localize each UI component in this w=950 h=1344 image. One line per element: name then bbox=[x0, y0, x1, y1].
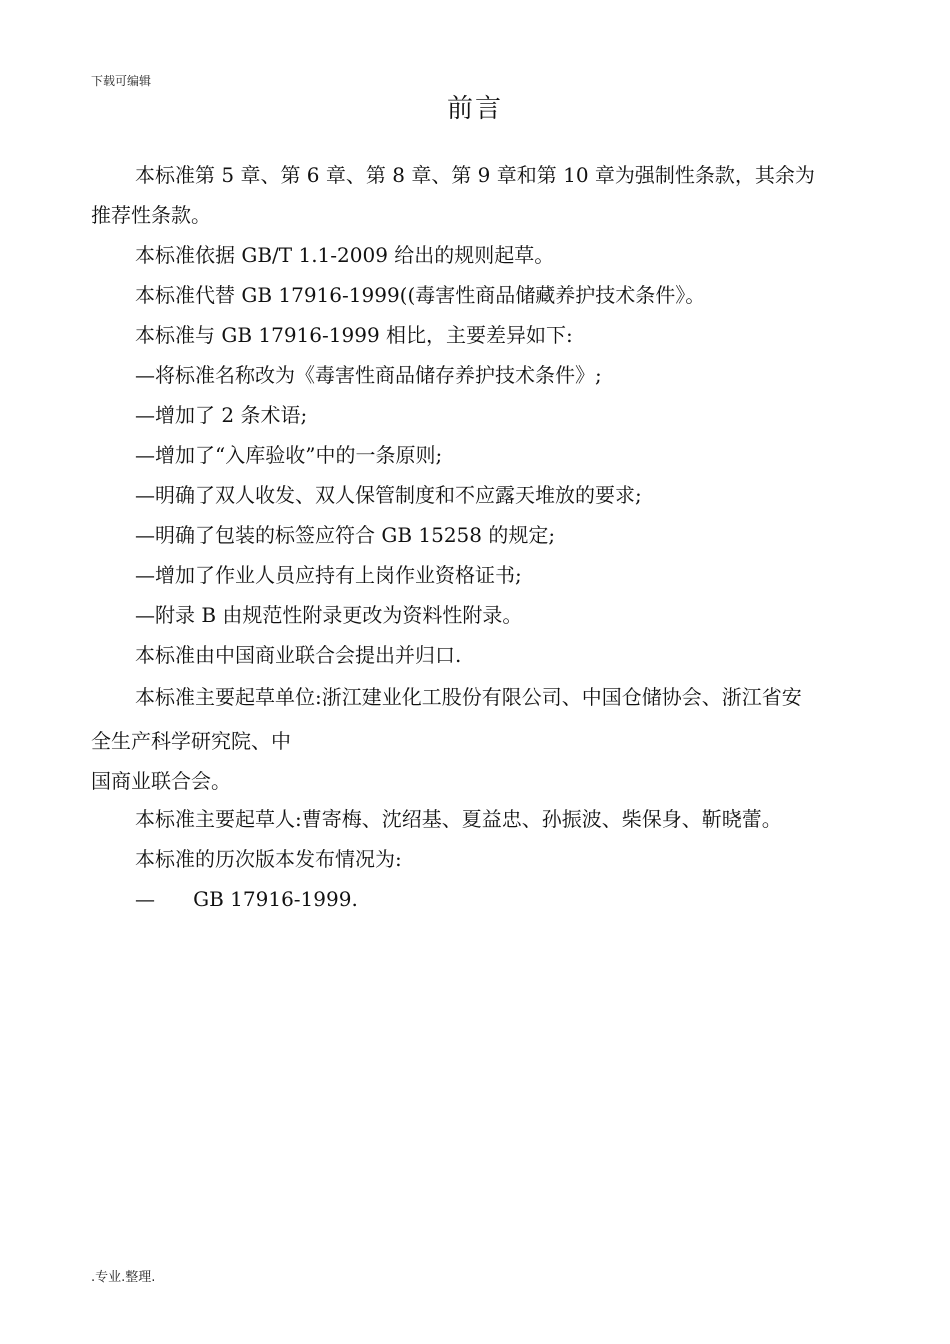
paragraph-mandatory-clauses-cont: 推荐性条款。 bbox=[91, 203, 211, 227]
paragraph-drafting-units-cont: 全生产科学研究院、中 bbox=[91, 729, 291, 753]
list-item-label-standard: —明确了包装的标签应符合 GB 15258 的规定; bbox=[135, 523, 556, 547]
paragraph-drafters: 本标准主要起草人:曹寄梅、沈绍基、夏益忠、孙振波、柴保身、靳晓蕾。 bbox=[135, 807, 782, 831]
paragraph-drafting-rules: 本标准依据 GB/T 1.1-2009 给出的规则起草。 bbox=[135, 243, 555, 267]
paragraph-proposed-by: 本标准由中国商业联合会提出并归口. bbox=[135, 643, 462, 667]
list-item-appendix-b: —附录 B 由规范性附录更改为资料性附录。 bbox=[135, 603, 523, 627]
page-title: 前言 bbox=[446, 94, 503, 124]
paragraph-history-intro: 本标准的历次版本发布情况为: bbox=[135, 847, 402, 871]
paragraph-drafting-units: 本标准主要起草单位:浙江建业化工股份有限公司、中国仓储协会、浙江省安 bbox=[135, 685, 802, 709]
header-note: 下载可编辑 bbox=[91, 74, 152, 88]
paragraph-replaces: 本标准代替 GB 17916-1999((毒害性商品储藏养护技术条件》。 bbox=[135, 283, 706, 307]
footer-note: .专业.整理. bbox=[91, 1270, 156, 1285]
list-item-terms: —增加了 2 条术语; bbox=[135, 403, 308, 427]
list-item-acceptance: —增加了“入库验收”中的一条原则; bbox=[135, 443, 443, 467]
list-item-rename: —将标准名称改为《毒害性商品储存养护技术条件》; bbox=[135, 363, 602, 387]
list-item-history: — GB 17916-1999. bbox=[135, 887, 358, 911]
paragraph-differences-intro: 本标准与 GB 17916-1999 相比，主要差异如下: bbox=[135, 323, 573, 347]
list-item-certificate: —增加了作业人员应持有上岗作业资格证书; bbox=[135, 563, 522, 587]
document-body bbox=[91, 155, 891, 919]
paragraph-mandatory-clauses: 本标准第 5 章、第 6 章、第 8 章、第 9 章和第 10 章为强制性条款，其余为 bbox=[135, 163, 815, 187]
list-item-dual-custody: —明确了双人收发、双人保管制度和不应露天堆放的要求; bbox=[135, 483, 642, 507]
paragraph-drafting-units-end: 国商业联合会。 bbox=[91, 769, 231, 793]
